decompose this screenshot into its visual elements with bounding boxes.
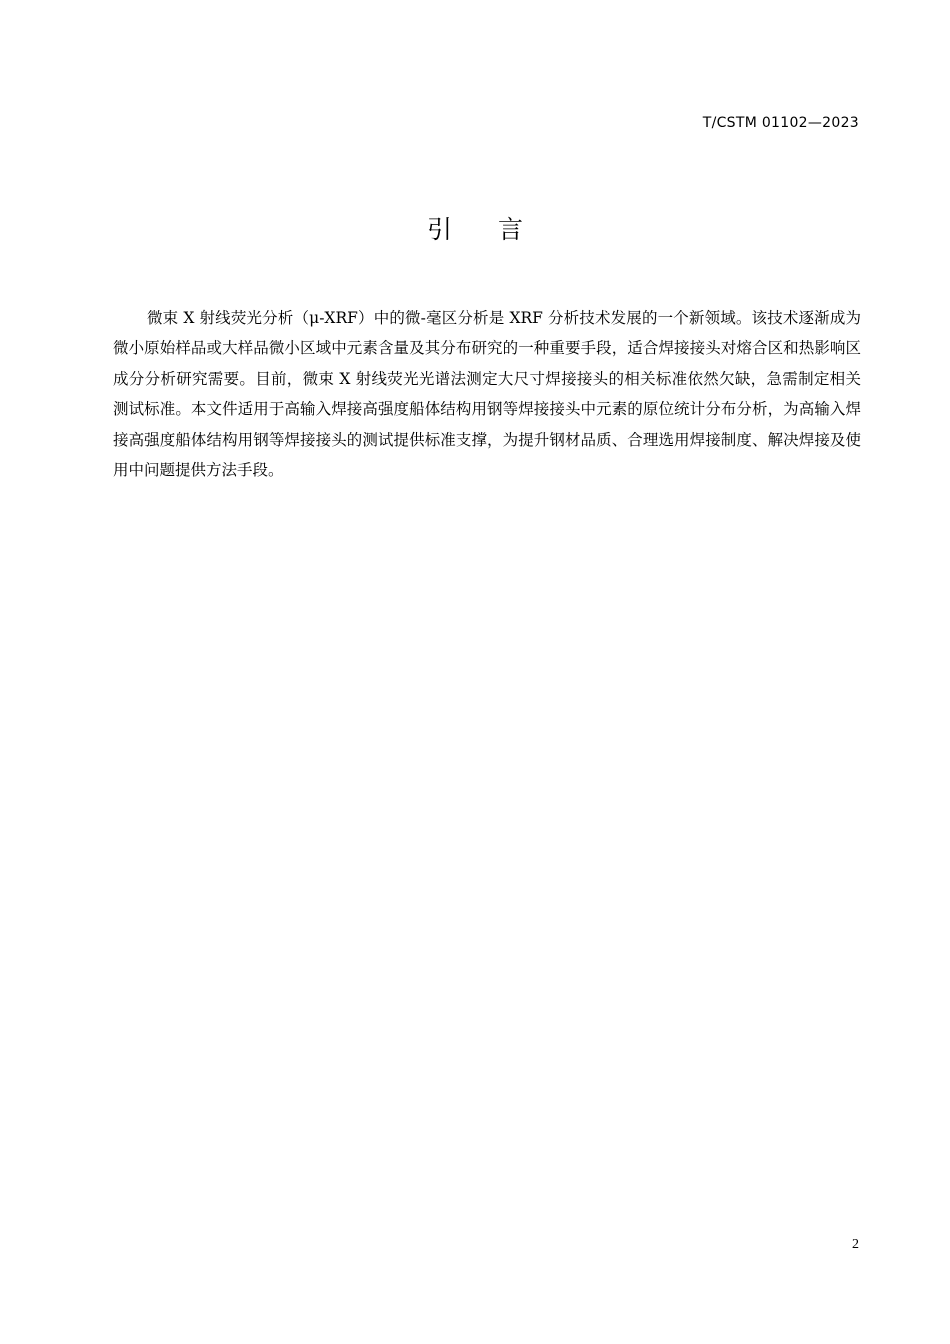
introduction-paragraph: 微束 X 射线荧光分析（μ-XRF）中的微-毫区分析是 XRF 分析技术发展的一个新领域。该技术逐渐成为微小原始样品或大样品微小区域中元素含量及其分布研究的一种重要手段，适合焊接接头对熔合区和热影响区成分分析研究需要。目前，微束 X 射线荧光光谱法测定大尺寸焊接接头的相关标准依然欠缺，急需制定相关测试标准。本文件适用于高输入焊接高强度船体结构用钢等焊接接头中元素的原位统计分布分析，为高输入焊接高强度船体结构用钢等焊接接头的测试提供标准支撑，为提升钢材品质、合理选用焊接制度、解决焊接及使用中问题提供方法手段。 [113, 309, 861, 480]
document-code: T/CSTM 01102—2023 [702, 115, 859, 131]
page-number: 2 [852, 1237, 859, 1252]
section-title: 引言 [426, 215, 569, 244]
